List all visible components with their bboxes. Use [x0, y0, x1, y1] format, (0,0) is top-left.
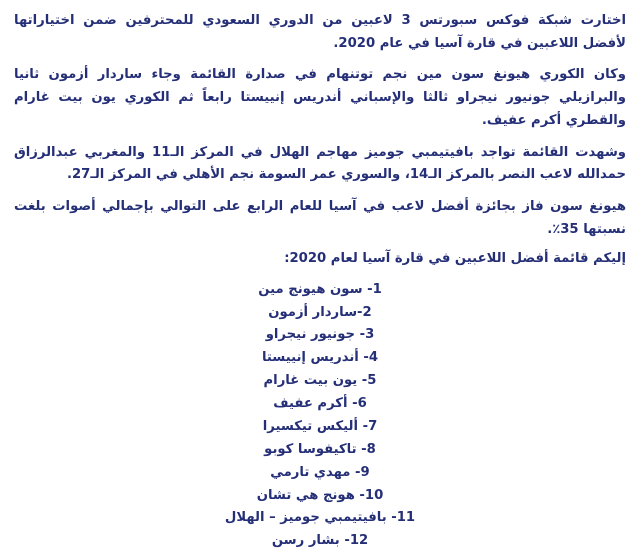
article-paragraph-3: وشهدت القائمة تواجد بافيتيمبي جوميز مهاجم الهلال في المركز الـ11 والمغربي عبدالرزاق حمدالله لاعب النصر بالمركز الـ14، والسوري عمر السومة نجم الأهلي في المركز الـ27. — [14, 144, 626, 183]
list-item: 10- هونج هي تشان — [256, 487, 384, 503]
list-item: 2-ساردار أزمون — [268, 304, 372, 320]
list-item: 4- أندريس إنييستا — [261, 350, 379, 366]
list-item: 3- جونيور نيجراو — [265, 327, 375, 343]
list-item: 11- بافيتيمبي جوميز – الهلال — [224, 510, 416, 526]
ranking-list — [14, 279, 626, 552]
ranking-intro: إليكم قائمة أفضل اللاعبين في قارة آسيا لعام 2020: — [284, 251, 626, 267]
list-item: 8- تاكيفوسا كوبو — [264, 441, 376, 457]
article-paragraph-4: هيونغ سون فاز بجائزة أفضل لاعب في آسيا للعام الرابع على التوالي بإجمالي أصوات بلغت نسبتها 35٪. — [14, 198, 626, 237]
list-item: 5- يون بيت غارام — [263, 373, 377, 389]
list-item: 7- أليكس تيكسيرا — [262, 418, 378, 434]
article-paragraph-1: اختارت شبكة فوكس سبورتس 3 لاعبين من الدوري السعودي للمحترفين ضمن اختياراتها لأفضل اللاعبين في قارة آسيا في عام 2020. — [14, 13, 627, 51]
list-item: 9- مهدي تارمي — [270, 464, 370, 480]
list-item: 12- بشار رسن — [271, 533, 369, 549]
list-item: 1- سون هيونج مين — [258, 281, 382, 297]
article-paragraph-2: وكان الكوري هيونغ سون مين نجم توتنهام في صدارة القائمة وجاء ساردار أزمون ثانيا والبرازيلي جونيور نيجراو ثالثا والإسباني أندريس إنييستا رابعاً ثم الكوري يون بيت غارام والقطري أكرم عفيف. — [14, 67, 626, 128]
list-item: 6- أكرم عفيف — [273, 396, 367, 412]
